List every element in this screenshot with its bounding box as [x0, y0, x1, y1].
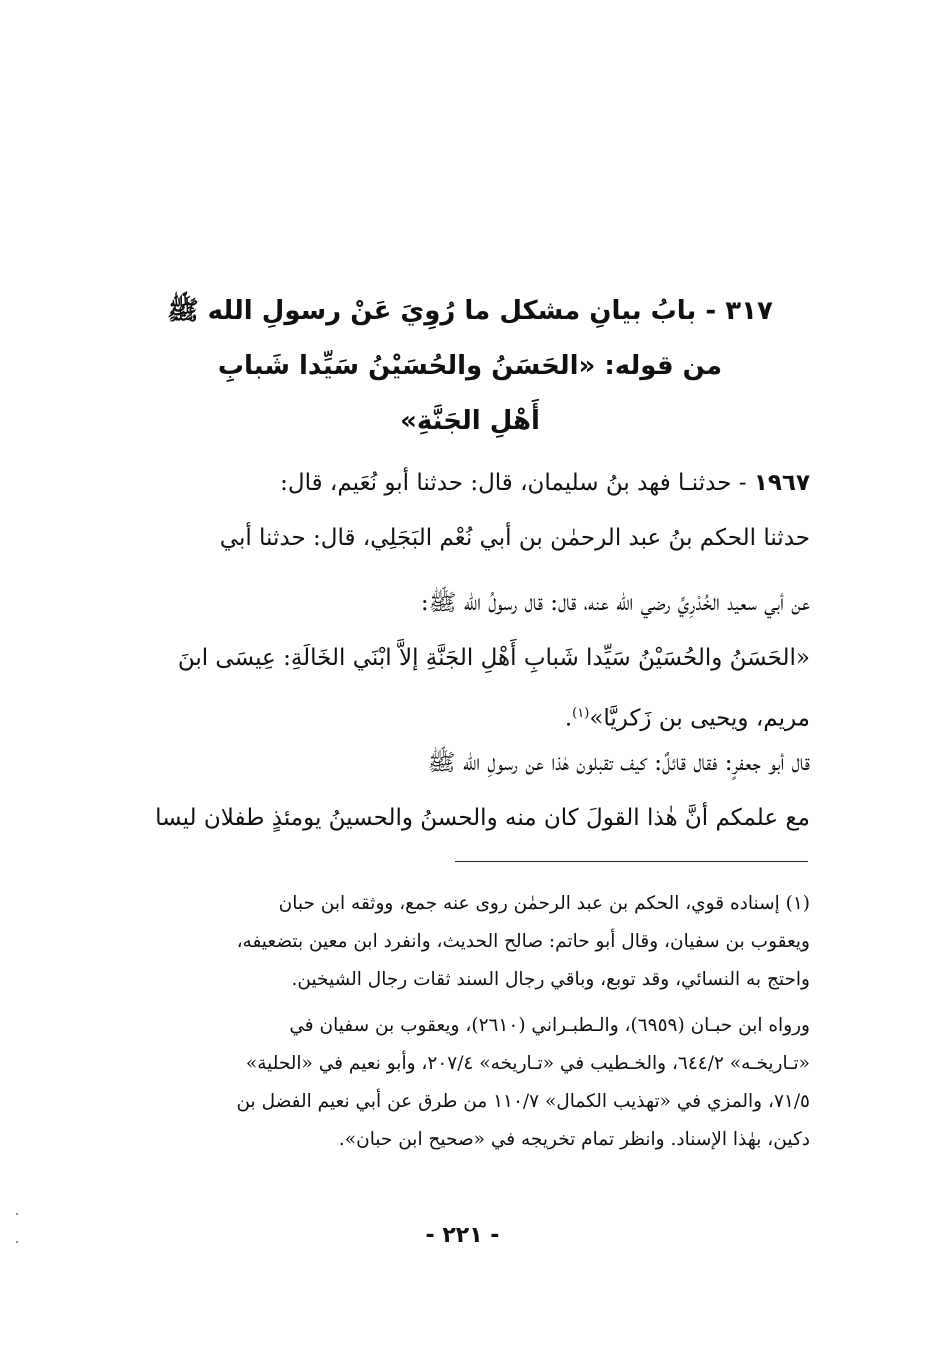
narration-line-1: عن أبي سعيد الخُدْرِيِّ رضي الله عنه، قال: قال رسولُ الله ﷺ: [420, 590, 810, 616]
chapter-heading [150, 284, 790, 449]
chapter-title-line-3: أَهْلِ الجَنَّةِ» [400, 406, 540, 436]
footnote-line-4: ورواه ابن حبـان (٦٩٥٩)، والـطبـراني (٢٦١٠)، ويعقوب بن سفيان في [289, 1015, 810, 1036]
page-number: - ٢٢١ - [425, 1223, 500, 1248]
footnote-line-3: واحتج به النسائي، وقد توبع، وباقي رجال السند ثقات رجال الشيخين. [291, 969, 810, 990]
footnote-paragraph-2 [108, 1007, 810, 1159]
abu-jafar-line-1: قال أبو جعفرٍ: فقال قائلٌ: كيف تقبلون هٰذا عن رسولِ الله ﷺ [427, 750, 810, 776]
footnote-line-7: دكين، بهٰذا الإسناد. وانظر تمام تخريجه في «صحيح ابن حبان». [338, 1129, 810, 1150]
hadith-line-1: ١٩٦٧ - حدثنـا فهد بنُ سليمان، قال: حدثنا أبو نُعَيم، قال: [280, 470, 810, 496]
footnote-divider [455, 861, 808, 862]
narration-line-3: مريم، ويحيى بن زَكريَّا»$^{(١)}$. [564, 705, 810, 732]
scan-speck [16, 1213, 18, 1215]
chapter-title-line-2: من قوله: «الحَسَنُ والحُسَيْنُ سَيِّدا شَبابِ [217, 351, 723, 381]
footnotes [108, 885, 810, 1159]
footnote-line-6: ٧١/٥، والمزي في «تهذيب الكمال» ١١٠/٧ من طرق عن أبي نعيم الفضل بن [236, 1091, 810, 1112]
footnote-line-5: «تـاريخـه» ٦٤٤/٢، والخـطيب في «تـاريخه» ٢٠٧/٤، وأبو نعيم في «الحلية» [245, 1053, 810, 1074]
scan-speck [16, 1241, 18, 1243]
hadith-paragraph [108, 456, 810, 566]
abu-jafar-paragraph [108, 736, 810, 846]
footnote-line-1: (١) إسناده قوي، الحكم بن عبد الرحمٰن روى عنه جمع، ووثقه ابن حبان [278, 893, 810, 914]
footnote-reference: (١) [572, 706, 590, 721]
narration-paragraph [108, 576, 810, 747]
chapter-title-line-1: ٣١٧ - بابُ بيانِ مشكل ما رُوِيَ عَنْ رسولِ الله ﷺ [167, 296, 773, 326]
footnote-line-2: ويعقوب بن سفيان، وقال أبو حاتم: صالح الحديث، وانفرد ابن معين بتضعيفه، [236, 931, 810, 952]
abu-jafar-line-2: مع علمكم أنَّ هٰذا القولَ كان منه والحسنُ والحسينُ يومئذٍ طفلان ليسا [155, 805, 810, 831]
narration-line-2: «الحَسَنُ والحُسَيْنُ سَيِّدا شَبابِ أَهْلِ الجَنَّةِ إلاَّ ابْنَي الخَالَةِ: عِيسَى ابنَ [177, 645, 810, 671]
hadith-number: ١٩٦٧ [753, 470, 810, 496]
hadith-line-2: حدثنا الحكم بنُ عبد الرحمٰن بن أبي نُعْم البَجَلِي، قال: حدثنا أبي [219, 525, 810, 551]
